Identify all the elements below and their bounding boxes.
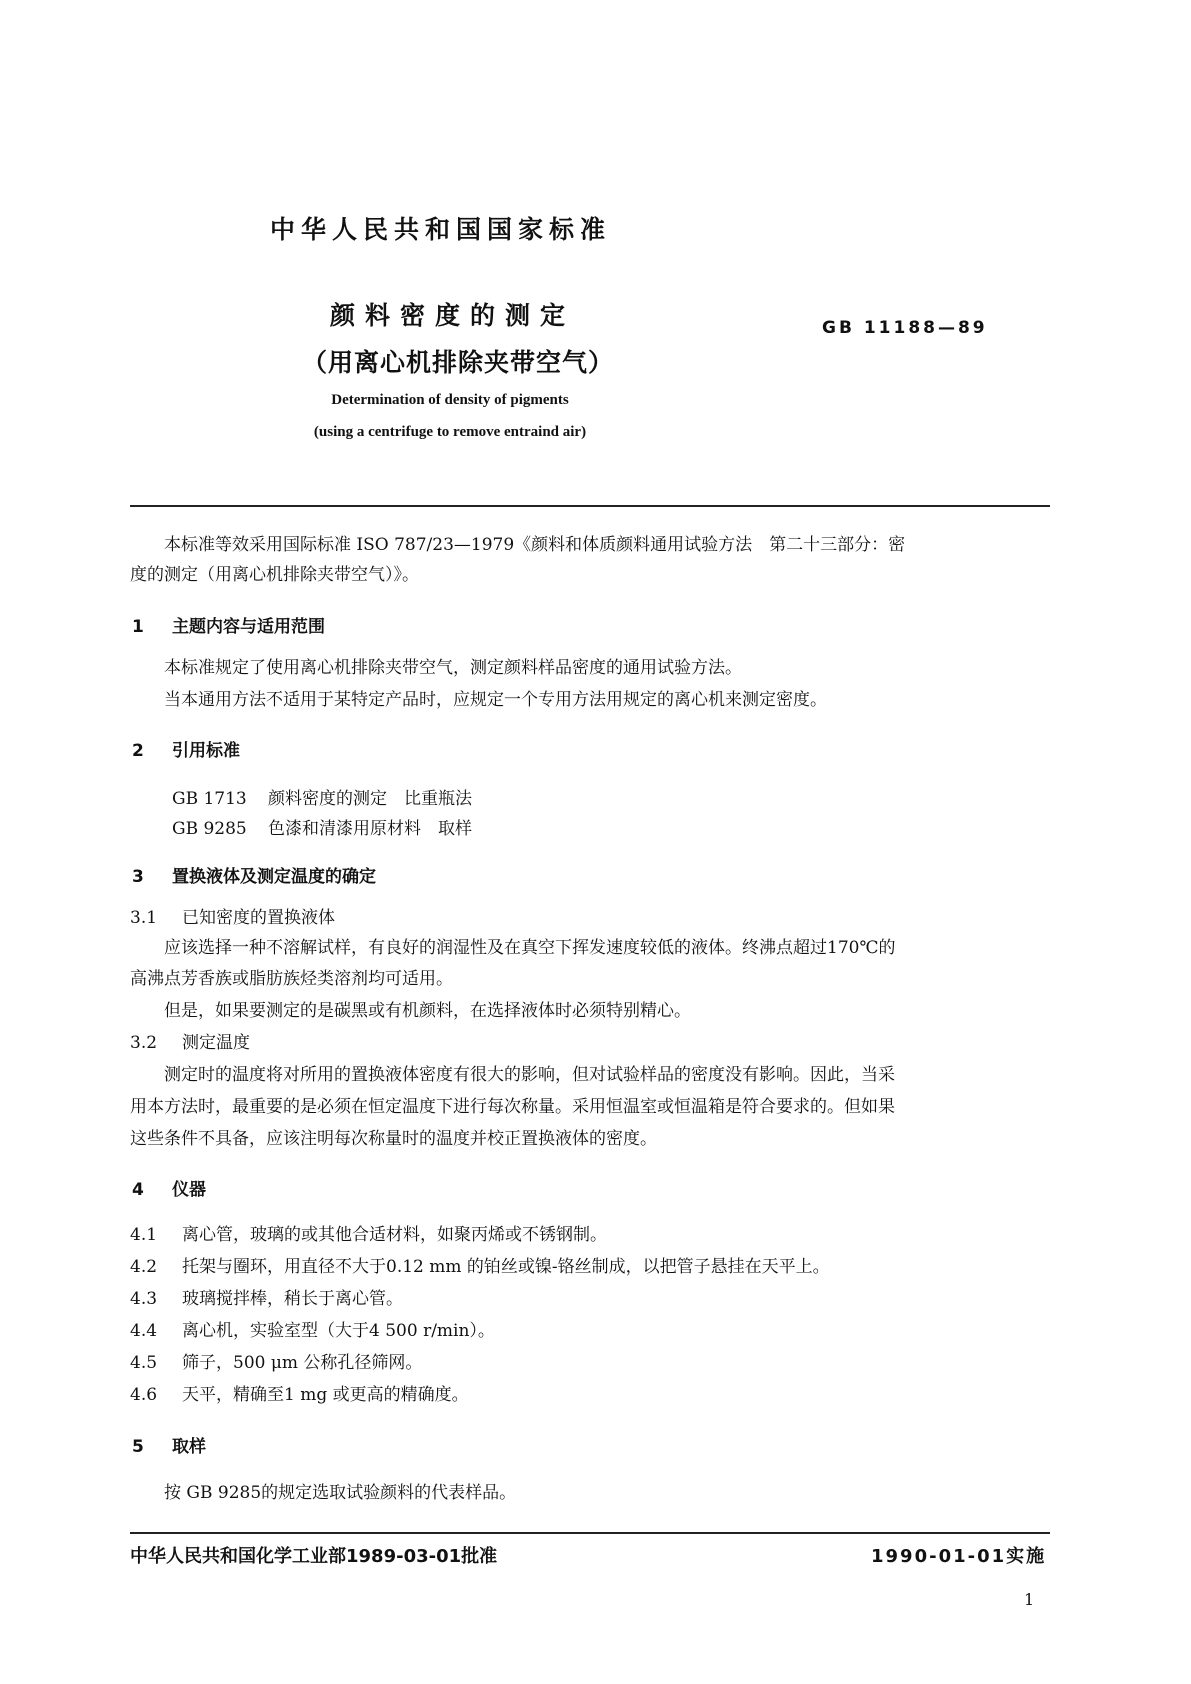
- section-5-title: 取样: [172, 1437, 206, 1457]
- section-4-title: 仪器: [172, 1180, 206, 1200]
- apparatus-item: [130, 1222, 607, 1249]
- apparatus-number: 4.3: [130, 1289, 158, 1309]
- title-english: Determination of density of pigments: [331, 392, 569, 408]
- apparatus-number: 4.1: [130, 1225, 158, 1245]
- section-1-paragraph-2: 当本通用方法不适用于某特定产品时，应规定一个专用方法用规定的离心机来测定密度。: [164, 690, 827, 710]
- apparatus-number: 4.2: [130, 1257, 158, 1277]
- section-2-number: 2: [132, 741, 144, 761]
- reference-code: GB 1713: [172, 789, 247, 809]
- apparatus-item: [130, 1382, 469, 1409]
- section-1-paragraph-1: 本标准规定了使用离心机排除夹带空气，测定颜料样品密度的通用试验方法。: [164, 658, 742, 678]
- apparatus-item: [130, 1350, 422, 1377]
- subsection-3-2-line-1: 测定时的温度将对所用的置换液体密度有很大的影响，但对试验样品的密度没有影响。因此，当采: [164, 1065, 895, 1085]
- subsection-3-1-heading: [130, 905, 335, 932]
- subsection-3-2-line-3: 这些条件不具备，应该注明每次称量时的温度并校正置换液体的密度。: [130, 1129, 657, 1149]
- title-chinese: 颜料密度的测定: [330, 301, 576, 330]
- section-1-heading: [132, 612, 325, 637]
- apparatus-item: [130, 1286, 403, 1313]
- section-5-heading: [132, 1432, 206, 1457]
- standard-number: GB 11188—89: [822, 318, 988, 338]
- section-3-title: 置换液体及测定温度的确定: [172, 867, 376, 887]
- apparatus-number: 4.6: [130, 1385, 158, 1405]
- section-2-heading: [132, 736, 240, 761]
- subsection-3-2-heading: [130, 1030, 250, 1057]
- apparatus-number: 4.4: [130, 1321, 158, 1341]
- section-4-heading: [132, 1175, 206, 1200]
- subsection-3-2-line-2: 用本方法时，最重要的是必须在恒定温度下进行每次称量。采用恒温室或恒温箱是符合要求的。但如果: [130, 1097, 895, 1117]
- reference-title: 色漆和清漆用原材料 取样: [268, 819, 472, 839]
- subsection-3-1-line-2: 高沸点芳香族或脂肪族烃类溶剂均可适用。: [130, 969, 453, 989]
- intro-line-1: 本标准等效采用国际标准 ISO 787/23—1979《颜料和体质颜料通用试验方法 第二十三部分：密: [164, 535, 906, 555]
- section-5-number: 5: [132, 1437, 144, 1457]
- section-4-number: 4: [132, 1180, 144, 1200]
- subsection-3-2-title: 测定温度: [182, 1033, 250, 1053]
- page-number: 1: [1024, 1590, 1035, 1609]
- apparatus-text: 离心管，玻璃的或其他合适材料，如聚丙烯或不锈钢制。: [182, 1225, 607, 1245]
- apparatus-text: 离心机，实验室型（大于4 500 r/min）。: [182, 1321, 495, 1341]
- reference-title: 颜料密度的测定 比重瓶法: [268, 789, 472, 809]
- apparatus-text: 托架与圈环，用直径不大于0.12 mm 的铂丝或镍-铬丝制成，以把管子悬挂在天平上。: [182, 1257, 830, 1277]
- intro-line-2: 度的测定（用离心机排除夹带空气）》。: [130, 565, 419, 585]
- section-1-title: 主题内容与适用范围: [172, 617, 325, 637]
- approval-statement: 中华人民共和国化学工业部1989-03-01批准: [130, 1546, 498, 1567]
- section-1-number: 1: [132, 617, 144, 637]
- subtitle-english: (using a centrifuge to remove entraind air): [313, 424, 587, 440]
- section-2-title: 引用标准: [172, 741, 240, 761]
- apparatus-text: 玻璃搅拌棒，稍长于离心管。: [182, 1289, 403, 1309]
- national-standard-label: 中华人民共和国国家标准: [270, 215, 612, 244]
- subsection-3-1-title: 已知密度的置换液体: [182, 908, 335, 928]
- subtitle-chinese: （用离心机排除夹带空气）: [302, 348, 615, 377]
- subsection-3-2-number: 3.2: [130, 1033, 158, 1053]
- section-3-heading: [132, 862, 376, 887]
- subsection-3-1-line-1: 应该选择一种不溶解试样，有良好的润湿性及在真空下挥发速度较低的液体。终沸点超过170℃的: [164, 938, 896, 958]
- bottom-divider: [130, 1532, 1050, 1534]
- apparatus-text: 天平，精确至1 mg 或更高的精确度。: [182, 1385, 469, 1405]
- effective-date: 1990-01-01实施: [871, 1546, 1047, 1567]
- subsection-3-1-number: 3.1: [130, 908, 158, 928]
- apparatus-number: 4.5: [130, 1353, 158, 1373]
- subsection-3-1-line-3: 但是，如果要测定的是碳黑或有机颜料，在选择液体时必须特别精心。: [164, 1001, 691, 1021]
- reference-item: [172, 814, 472, 839]
- section-5-paragraph: 按 GB 9285的规定选取试验颜料的代表样品。: [164, 1483, 517, 1503]
- apparatus-text: 筛子，500 μm 公称孔径筛网。: [182, 1353, 423, 1373]
- reference-code: GB 9285: [172, 819, 247, 839]
- apparatus-item: [130, 1318, 495, 1345]
- section-3-number: 3: [132, 867, 144, 887]
- reference-item: [172, 784, 472, 809]
- top-divider: [130, 505, 1050, 507]
- apparatus-item: [130, 1254, 830, 1281]
